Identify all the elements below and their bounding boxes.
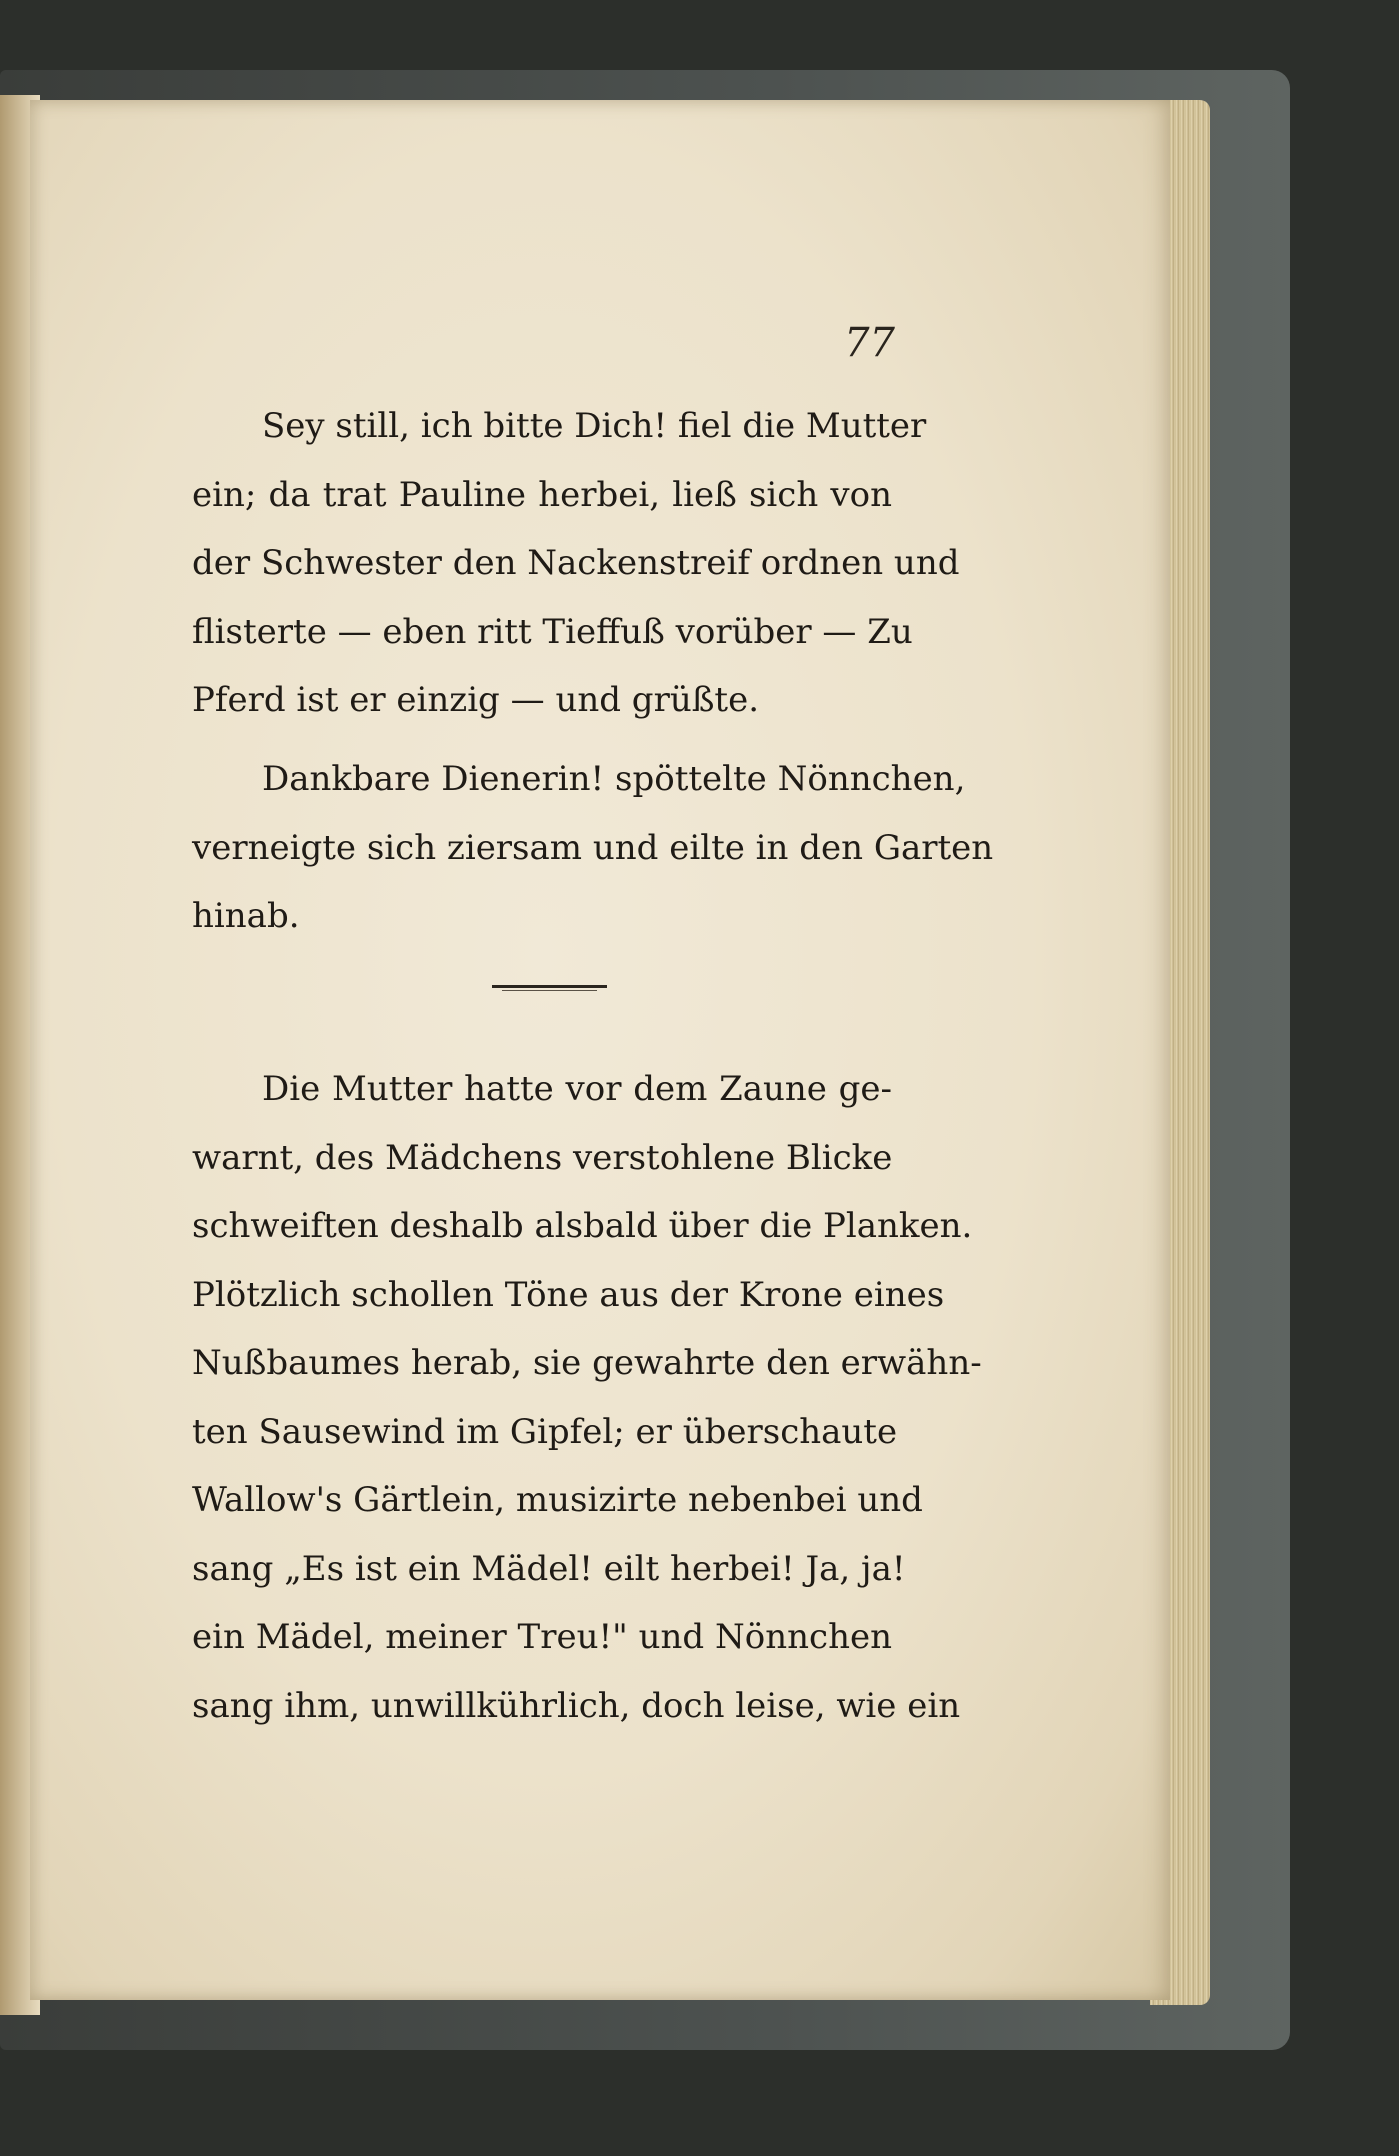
- page-number: 77: [844, 320, 895, 366]
- text-line: sang ihm, unwillkührlich, doch leise, wie ein: [192, 1685, 961, 1726]
- text-line: der Schwester den Nackenstreif ordnen und: [192, 543, 960, 583]
- text-line: ein Mädel, meiner Treu!" und Nönnchen: [192, 1617, 892, 1657]
- text-line: warnt, des Mädchens verstohlene Blicke: [192, 1137, 893, 1178]
- text-line: schweiften deshalb alsbald über die Planken.: [192, 1206, 973, 1246]
- text-line: ten Sausewind im Gipfel; er überschaute: [192, 1411, 898, 1452]
- section-divider: [492, 985, 607, 988]
- text-line: flisterte — eben ritt Tieffuß vorüber — Zu: [192, 611, 913, 652]
- text-line: Sey still, ich bitte Dich! fiel die Mutter: [262, 406, 927, 446]
- paragraph-2: [192, 745, 994, 951]
- text-line: Die Mutter hatte vor dem Zaune ge-: [262, 1069, 892, 1109]
- text-line: verneigte sich ziersam und eilte in den Garten: [192, 827, 994, 868]
- paragraph-1: [192, 392, 960, 735]
- text-line: Pferd ist er einzig — und grüßte.: [192, 680, 760, 720]
- paragraph-3: [192, 1055, 982, 1740]
- text-line: ein; da trat Pauline herbei, ließ sich von: [192, 474, 892, 515]
- text-line: Nußbaumes herab, sie gewahrte den erwähn-: [192, 1343, 982, 1383]
- text-line: Wallow's Gärtlein, musizirte nebenbei und: [192, 1480, 923, 1520]
- text-line: sang „Es ist ein Mädel! eilt herbei! Ja, ja!: [192, 1548, 906, 1589]
- text-line: Plötzlich schollen Töne aus der Krone eines: [192, 1274, 945, 1315]
- text-line: Dankbare Dienerin! spöttelte Nönnchen,: [262, 759, 966, 799]
- text-line: hinab.: [192, 896, 300, 936]
